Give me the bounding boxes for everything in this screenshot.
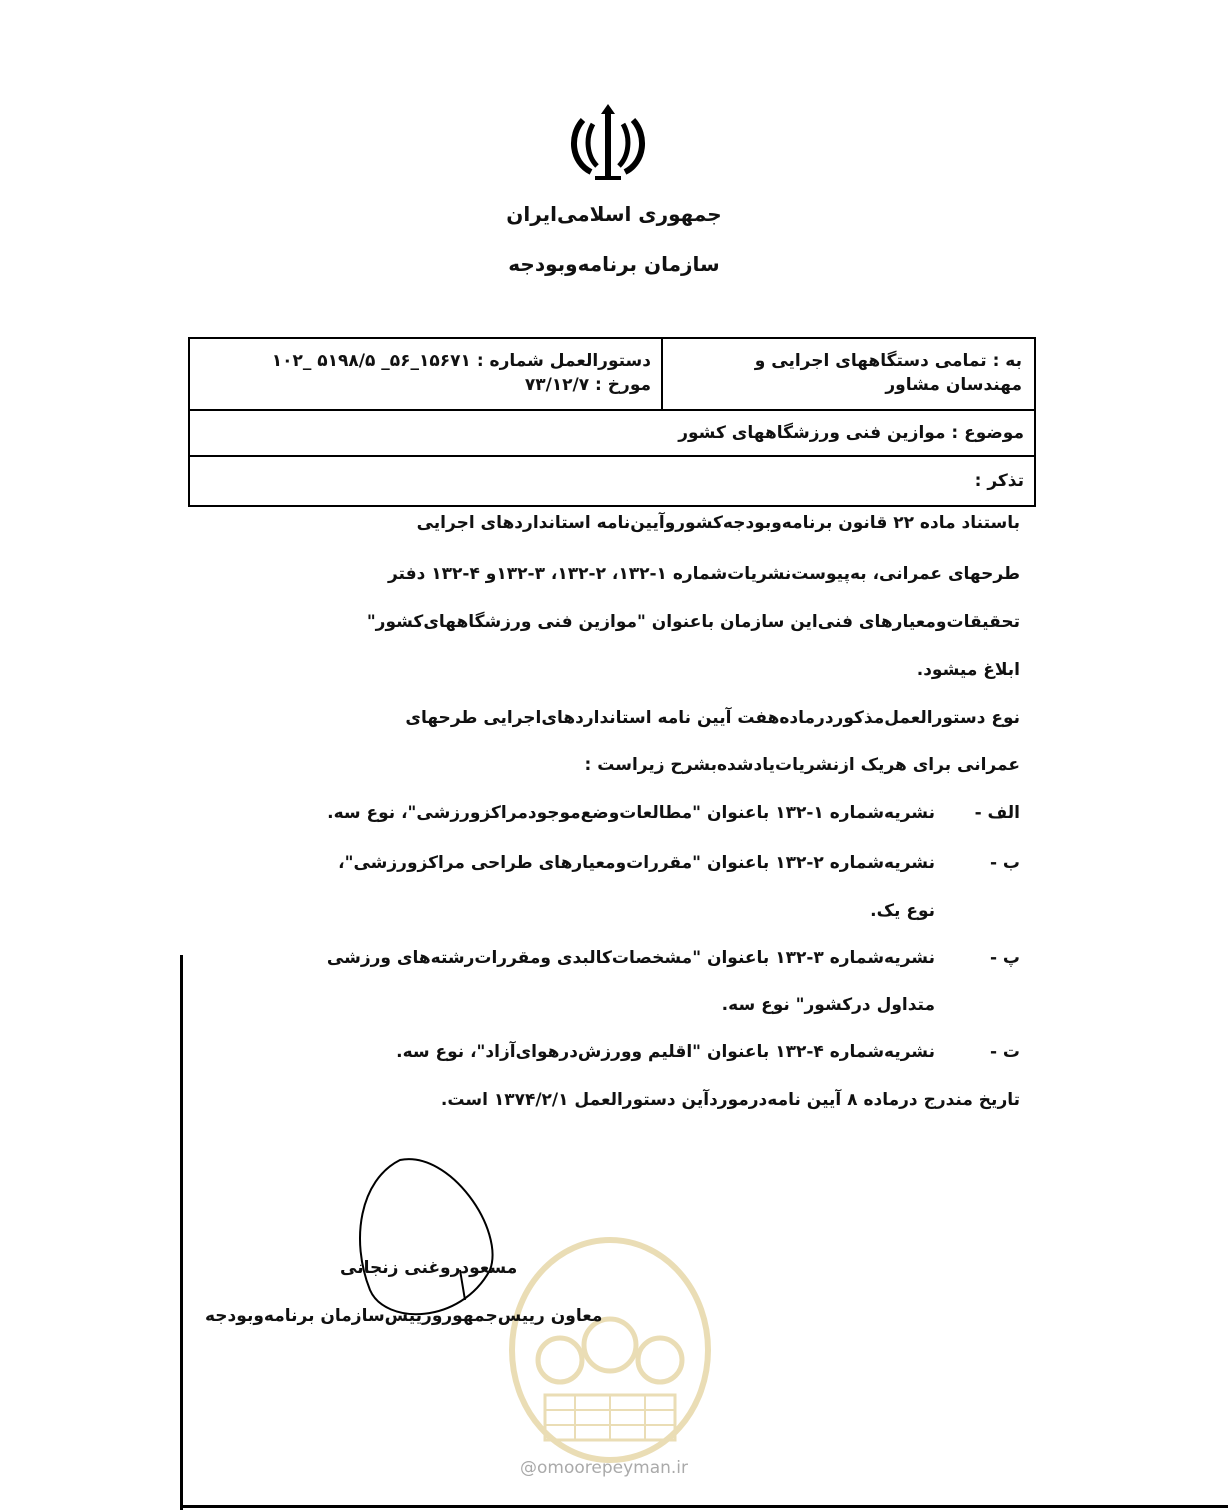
note-label: تذکر :	[974, 471, 1024, 491]
item-text: نوع یک.	[870, 901, 935, 921]
item-label: پ -	[989, 948, 1020, 968]
iran-emblem-icon	[565, 100, 651, 184]
reference-date: مورخ : ۷۳/۱۲/۷	[524, 375, 651, 395]
watermark-url: @omoorepeyman.ir	[520, 1458, 689, 1478]
body-line: طرحهای عمرانی، به‌پیوست‌نشریات‌شماره ۱-۱۳۲، ۲-۱۳۲، ۳-۱۳۲و ۴-۱۳۲ دفتر	[387, 564, 1020, 584]
item-text: نشریه‌شماره ۳-۱۳۲ باعنوان "مشخصات‌کالبدی ومقررات‌رشته‌های ورزشی	[326, 948, 935, 968]
recipient-line-2: مهندسان مشاور	[885, 375, 1022, 395]
subject-row	[188, 409, 1036, 457]
body-line: باستناد ماده ۲۲ قانون برنامه‌وبودجه‌کشوروآیین‌نامه استانداردهای اجرایی	[416, 513, 1020, 533]
body-line: ابلاغ میشود.	[916, 660, 1020, 680]
item-text: نشریه‌شماره ۲-۱۳۲ باعنوان "مقررات‌ومعیارهای طراحی مراکزورزشی"،	[338, 853, 935, 873]
closing-line: تاریخ مندرج درماده ۸ آیین نامه‌درموردآین دستورالعمل ۱۳۷۴/۲/۱ است.	[440, 1090, 1020, 1110]
item-text: متداول درکشور" نوع سه.	[721, 995, 935, 1015]
recipient-cell	[661, 339, 1034, 409]
item-text: نشریه‌شماره ۴-۱۳۲ باعنوان "اقلیم وورزش‌درهوای‌آزاد"، نوع سه.	[396, 1042, 935, 1062]
item-text: نشریه‌شماره ۱-۱۳۲ باعنوان "مطالعات‌وضع‌موجودمراکزورزشی"، نوع سه.	[327, 803, 935, 823]
handwritten-signature	[340, 1150, 510, 1330]
item-label: الف -	[974, 803, 1020, 823]
body-line: عمرانی برای هریک ازنشریات‌یادشده‌بشرح زیراست :	[584, 755, 1020, 775]
recipient-line-1: به : تمامی دستگاههای اجرایی و	[754, 351, 1022, 371]
note-row	[188, 455, 1036, 507]
body-line: نوع دستورالعمل‌مذکوردرماده‌هفت آیین نامه استانداردهای‌اجرایی طرحهای	[405, 708, 1020, 728]
watermark-seal-icon	[505, 1235, 715, 1465]
signatory-name: مسعودروغنی زنجانی	[340, 1258, 518, 1278]
body-line: تحقیقات‌ومعیارهای فنی‌این سازمان باعنوان "موازین فنی ورزشگاههای‌کشور"	[366, 612, 1020, 632]
country-name: جمهوری اسلامی‌ایران	[506, 202, 722, 226]
reference-cell	[190, 339, 661, 409]
page-border-left	[180, 955, 183, 1510]
reference-number: دستورالعمل شماره : ۱۵۶۷۱_۵۶_ ۵۱۹۸/۵ _۱۰۲	[271, 351, 651, 371]
item-label: ت -	[989, 1042, 1020, 1062]
signatory-title: معاون رییس‌جمهورورییس‌سازمان برنامه‌وبودجه	[205, 1306, 603, 1326]
subject-text: موضوع : موازین فنی ورزشگاههای کشور	[678, 423, 1024, 443]
item-label: ب -	[989, 853, 1020, 873]
page-border-bottom	[180, 1505, 1228, 1508]
address-row	[188, 337, 1036, 411]
organization-name: سازمان برنامه‌وبودجه	[508, 252, 720, 276]
